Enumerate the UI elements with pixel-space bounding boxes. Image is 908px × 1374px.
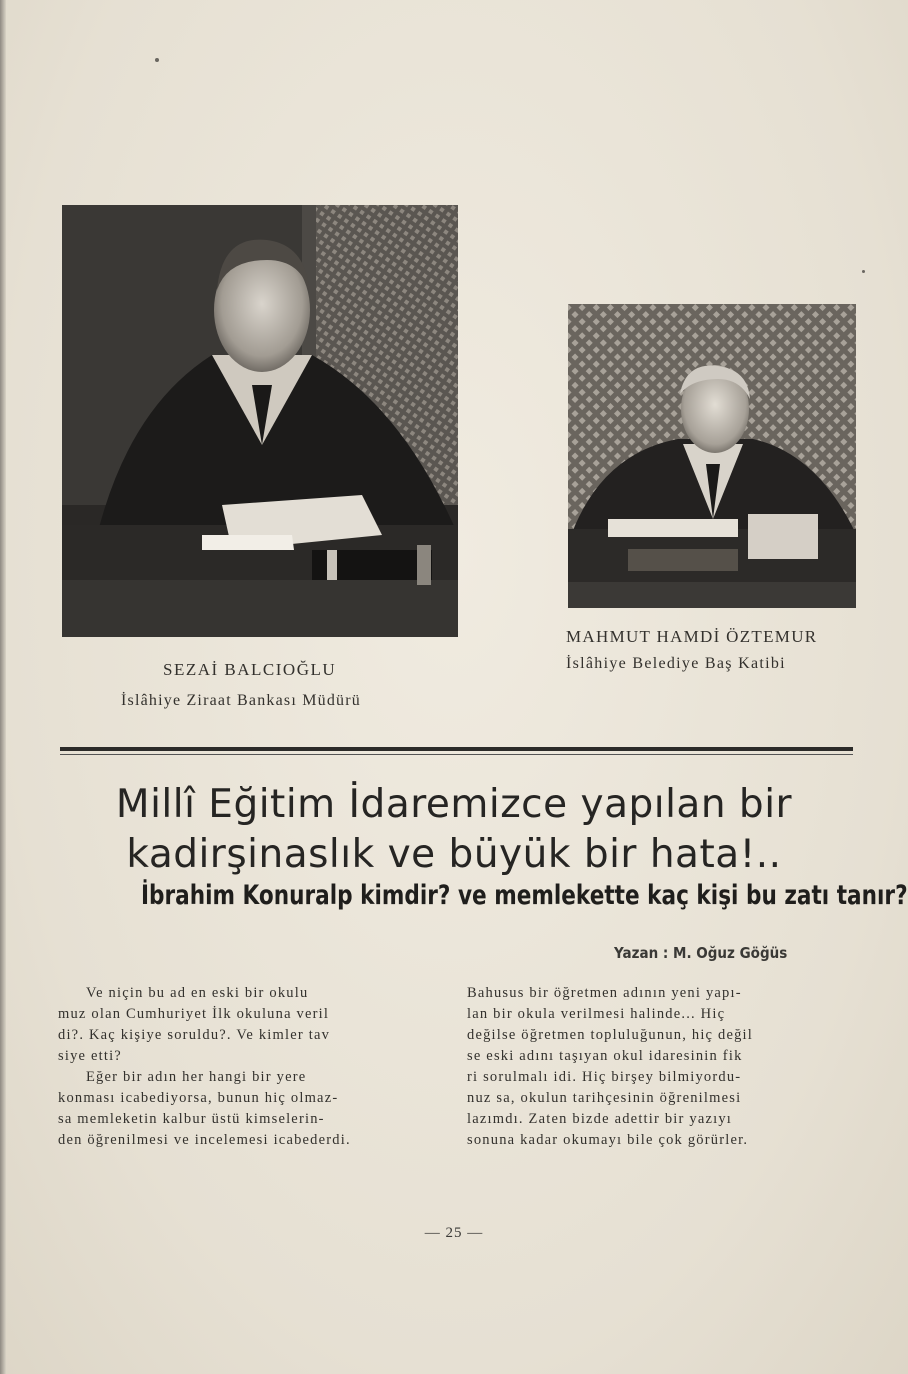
caption-name-right: MAHMUT HAMDİ ÖZTEMUR xyxy=(566,627,818,646)
print-speck xyxy=(862,270,865,273)
text-line: Eğer bir adın her hangi bir yere xyxy=(86,1069,307,1085)
text-line: sonuna kadar okumayı bile çok görürler. xyxy=(467,1132,749,1148)
text-line: Bahusus bir öğretmen adının yeni yapı- xyxy=(467,985,742,1001)
portrait-photo-right-image xyxy=(568,304,856,608)
text-line: lazımdı. Zaten bizde adettir bir yazıyı xyxy=(467,1111,733,1127)
article-column-right xyxy=(467,983,853,1151)
caption-name-left: SEZAİ BALCIOĞLU xyxy=(163,660,337,679)
text-line: di?. Kaç kişiye soruldu?. Ve kimler tav xyxy=(58,1027,331,1043)
caption-title-right: İslâhiye Belediye Baş Katibi xyxy=(566,655,786,672)
text-line: den öğrenilmesi ve incelemesi icabederdi. xyxy=(58,1132,351,1148)
article-headline-line2: kadirşinaslık ve büyük bir hata!.. xyxy=(126,832,782,877)
text-line: sa memleketin kalbur üstü kimselerin- xyxy=(58,1111,325,1127)
text-line: ri sorulmalı idi. Hiç birşey bilmiyordu- xyxy=(467,1069,742,1085)
text-line: lan bir okula verilmesi halinde... Hiç xyxy=(467,1006,726,1022)
article-column-left xyxy=(58,983,442,1151)
text-line: muz olan Cumhuriyet İlk okuluna veril xyxy=(58,1006,330,1022)
text-line: siye etti? xyxy=(58,1048,122,1064)
text-line: Ve niçin bu ad en eski bir okulu xyxy=(86,985,309,1001)
article-headline-line1: Millî Eğitim İdaremizce yapılan bir xyxy=(115,782,793,827)
portrait-photo-left xyxy=(62,205,458,637)
portrait-photo-right xyxy=(568,304,856,608)
section-divider-thin xyxy=(60,754,853,755)
print-speck xyxy=(155,58,159,62)
page-number: — 25 — xyxy=(424,1225,484,1241)
portrait-photo-left-image xyxy=(62,205,458,637)
caption-title-left: İslâhiye Ziraat Bankası Müdürü xyxy=(121,692,361,709)
text-line: değilse öğretmen topluluğunun, hiç değil xyxy=(467,1027,753,1043)
text-line: nuz sa, okulun tarihçesinin öğrenilmesi xyxy=(467,1090,742,1106)
article-subheadline: İbrahim Konuralp kimdir? ve memlekette kaç kişi bu zatı tanır? xyxy=(141,880,908,911)
text-line: konması icabediyorsa, bunun hiç olmaz- xyxy=(58,1090,339,1106)
section-divider xyxy=(60,747,853,751)
text-line: se eski adını taşıyan okul idaresinin fik xyxy=(467,1048,743,1064)
binding-edge xyxy=(0,0,6,1374)
article-byline: Yazan : M. Oğuz Göğüs xyxy=(614,944,788,962)
